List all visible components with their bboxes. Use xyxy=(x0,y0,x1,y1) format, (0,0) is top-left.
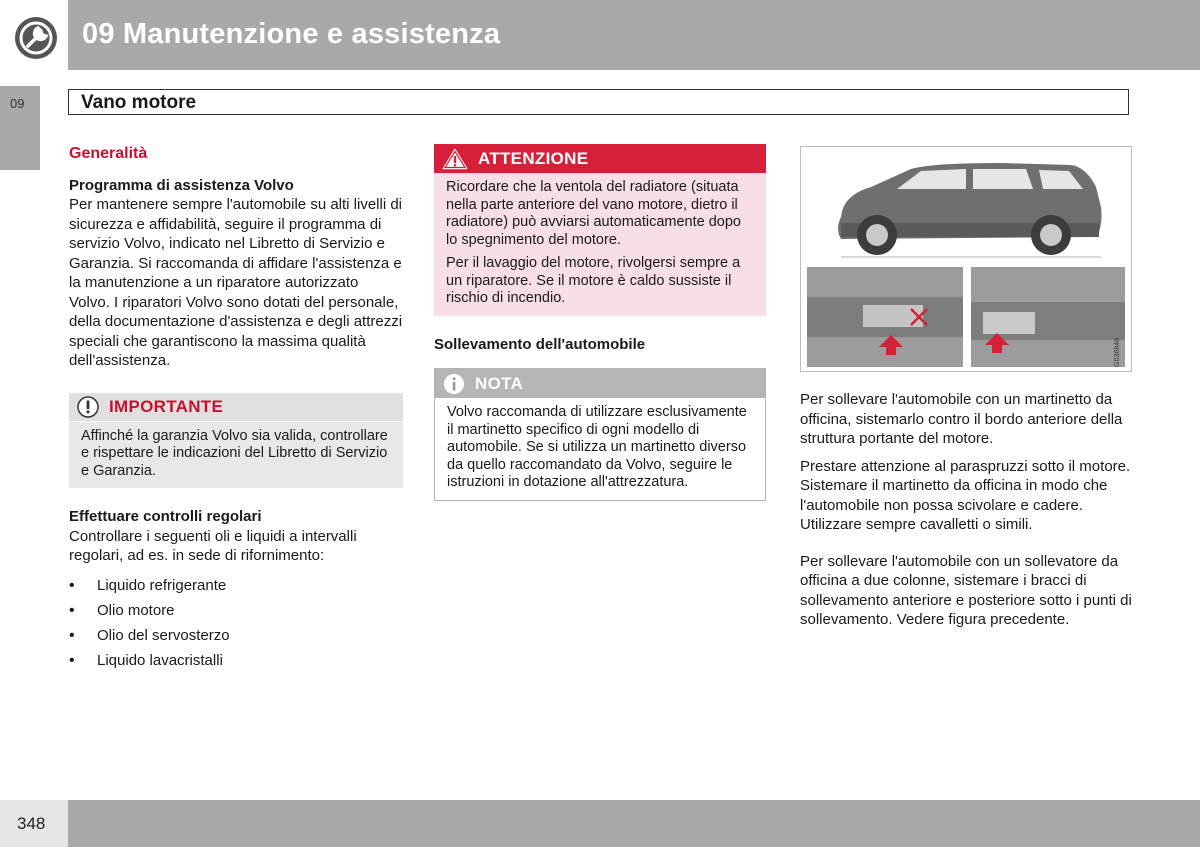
paragraph-programma: Per mantenere sempre l'automobile su alti livelli di sicurezza e affidabilità, seguire il programma di servizio Volvo, indicato nel Libretto di Servizio e Garanzia. Si raccomanda di affidare l'assistenza e la manutenzione a un riparatore autorizzato Volvo. I riparatori Volvo sono dotati del personale, della documentazione d'assistenza e degli attrezzi speciali che garantiscono la massima qualità dell'assistenza. xyxy=(69,196,403,369)
footer-band xyxy=(68,800,1200,847)
lifting-points-figure xyxy=(800,146,1132,372)
header-icon-area xyxy=(0,0,68,70)
list-item: • Olio del servosterzo xyxy=(69,626,403,646)
subheading-controlli: Effettuare controlli regolari xyxy=(69,508,262,525)
note-label: NOTA xyxy=(475,373,524,393)
car-illustration xyxy=(838,163,1102,257)
important-box xyxy=(69,393,403,489)
column-right xyxy=(800,146,1134,630)
warning-text xyxy=(434,173,766,316)
page-header xyxy=(0,0,1200,70)
section-title: Vano motore xyxy=(81,92,197,113)
column-left xyxy=(69,144,403,676)
warning-box-header xyxy=(434,144,766,173)
fluids-list xyxy=(69,576,403,671)
info-circle-icon xyxy=(443,373,465,395)
chapter-title: 09 Manutenzione e assistenza xyxy=(82,18,501,50)
car-lifting-illustration xyxy=(801,147,1131,371)
important-text: Affinché la garanzia Volvo sia valida, controllare e rispettare le indicazioni del Libretto di Servizio e Garanzia. xyxy=(81,427,388,479)
warning-label: ATTENZIONE xyxy=(478,148,589,168)
important-box-header xyxy=(69,393,403,422)
paragraph-martinetto: Per sollevare l'automobile con un martinetto da officina, sistemarlo contro il bordo anteriore della struttura portante del motore. xyxy=(800,391,1123,447)
section-header xyxy=(68,89,1129,115)
warning-text-2: Per il lavaggio del motore, rivolgersi sempre a un riparatore. Se il motore è caldo sussiste il rischio di incendio. xyxy=(446,255,741,306)
note-box xyxy=(434,368,766,501)
page-number: 348 xyxy=(17,814,46,833)
warning-triangle-icon xyxy=(442,148,468,170)
paragraph-controlli: Controllare i seguenti oli e liquidi a intervalli regolari, ad es. in sede di rifornimento: xyxy=(69,527,357,564)
figure-code: G036848 xyxy=(1113,338,1121,367)
lift-point-front-view xyxy=(807,267,963,367)
paragraph-paraspruzzi: Prestare attenzione al paraspruzzi sotto il motore. Sistemare il martinetto da officina in modo che l'automobile non possa scivolare e cadere. Utilizzare sempre cavalletti o simili. xyxy=(800,457,1131,533)
warning-box xyxy=(434,144,766,316)
lift-point-rear-view xyxy=(971,267,1125,367)
list-item: • Liquido refrigerante xyxy=(69,576,403,596)
warning-text-1: Ricordare che la ventola del radiatore (situata nella parte anteriore del vano motore, dietro il radiatore) può avviarsi automaticamente dopo lo spegnimento del motore. xyxy=(446,179,741,248)
chapter-tab-number: 09 xyxy=(10,96,25,111)
note-text: Volvo raccomanda di utilizzare esclusivamente il martinetto specifico di ogni modello di automobile. Se si utilizza un martinetto diverso da quello raccomandato da Volvo, seguire le istruzioni in dotazione all'attrezzatura. xyxy=(435,398,765,500)
important-label: IMPORTANTE xyxy=(109,396,224,416)
subheading-sollevamento: Sollevamento dell'automobile xyxy=(434,335,646,353)
list-item: • Liquido lavacristalli xyxy=(69,651,403,671)
column-middle xyxy=(434,144,766,501)
heading-generalita: Generalità xyxy=(69,145,148,162)
subheading-programma: Programma di assistenza Volvo xyxy=(69,176,294,194)
paragraph-sollevatore: Per sollevare l'automobile con un sollevatore da officina a due colonne, sistemare i bracci di sollevamento anteriore e posteriore sotto i punti di sollevamento. Vedere figura precedente. xyxy=(800,552,1132,628)
list-item: • Olio motore xyxy=(69,601,403,621)
wrench-gear-icon xyxy=(14,16,58,60)
note-box-header xyxy=(435,369,765,398)
exclamation-circle-icon xyxy=(77,396,99,418)
